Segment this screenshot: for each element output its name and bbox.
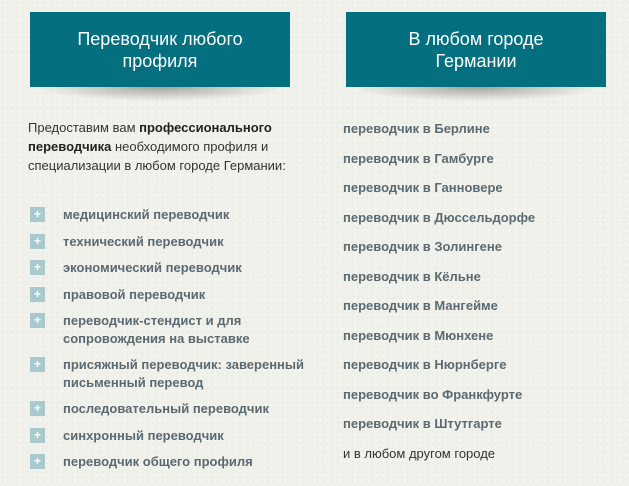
city-link-frankfurt[interactable]: переводчик во Франкфурте <box>343 386 523 402</box>
plus-icon: + <box>30 454 45 469</box>
city-link-hamburg[interactable]: переводчик в Гамбурге <box>343 150 494 166</box>
profile-list <box>30 206 305 480</box>
city-link-duesseldorf[interactable]: переводчик в Дюссельдорфе <box>343 209 536 225</box>
city-link-berlin[interactable]: переводчик в Берлине <box>343 121 490 136</box>
cities-header-shadow <box>354 87 598 101</box>
profile-item-label[interactable]: технический переводчик <box>63 233 224 249</box>
profile-item-consecutive[interactable] <box>30 400 305 418</box>
profile-header-line2: профиля <box>122 50 198 71</box>
city-link-stuttgart[interactable]: переводчик в Штутгарте <box>343 416 502 431</box>
profile-header-title <box>77 28 242 72</box>
any-other-city-text: и в любом другом городе <box>343 445 496 461</box>
profile-item-label[interactable]: последовательный переводчик <box>63 401 269 416</box>
plus-icon: + <box>30 234 45 249</box>
profile-header-shadow <box>38 87 282 101</box>
profile-item-exhibition[interactable] <box>30 312 305 347</box>
profile-item-medical[interactable] <box>30 206 305 224</box>
plus-icon: + <box>30 428 45 443</box>
intro-part1: Предоставим вам <box>28 120 140 135</box>
profile-intro-text <box>28 118 298 175</box>
profile-header <box>30 12 290 87</box>
plus-icon: + <box>30 287 45 302</box>
cities-header-line2: Германии <box>435 50 517 71</box>
city-link-hannover[interactable]: переводчик в Ганновере <box>343 180 503 195</box>
cities-list <box>343 120 535 474</box>
profile-item-label[interactable]: экономический переводчик <box>63 260 242 275</box>
plus-icon: + <box>30 313 45 328</box>
profile-item-label[interactable]: синхронный переводчик <box>63 427 224 443</box>
plus-icon: + <box>30 260 45 275</box>
city-link-solingen[interactable]: переводчик в Золингене <box>343 239 502 254</box>
profile-item-simultaneous[interactable] <box>30 427 305 445</box>
city-link-mannheim[interactable]: переводчик в Мангейме <box>343 298 498 313</box>
cities-header-box <box>346 12 606 87</box>
profile-item-general[interactable] <box>30 453 305 471</box>
intro-bold: профессионального переводчика <box>28 120 272 154</box>
city-link-muenchen[interactable]: переводчик в Мюнхене <box>343 327 494 343</box>
city-link-koeln[interactable]: переводчик в Кёльне <box>343 268 481 284</box>
profile-header-box <box>30 12 290 87</box>
profile-item-label[interactable]: переводчик-стендист и для сопровождения на выставке <box>63 313 250 346</box>
profile-item-legal[interactable] <box>30 286 305 304</box>
profile-item-label[interactable]: медицинский переводчик <box>63 207 230 222</box>
profile-item-label[interactable]: переводчик общего профиля <box>63 454 253 469</box>
profile-item-economic[interactable] <box>30 259 305 277</box>
profile-item-label[interactable]: правовой переводчик <box>63 286 206 302</box>
cities-header <box>346 12 606 87</box>
profile-item-sworn[interactable] <box>30 356 305 391</box>
intro-part2: необходимого профиля и специализации в любом городе Германии: <box>28 139 286 173</box>
plus-icon: + <box>30 357 45 372</box>
city-link-nuernberg[interactable]: переводчик в Нюрнберге <box>343 357 507 372</box>
cities-header-title <box>408 28 543 72</box>
plus-icon: + <box>30 207 45 222</box>
profile-header-line1: Переводчик любого <box>77 28 243 49</box>
cities-header-line1: В любом городе <box>408 28 544 49</box>
profile-item-label[interactable]: присяжный переводчик: заверенный письменный перевод <box>63 357 304 390</box>
plus-icon: + <box>30 401 45 416</box>
profile-item-technical[interactable] <box>30 233 305 251</box>
